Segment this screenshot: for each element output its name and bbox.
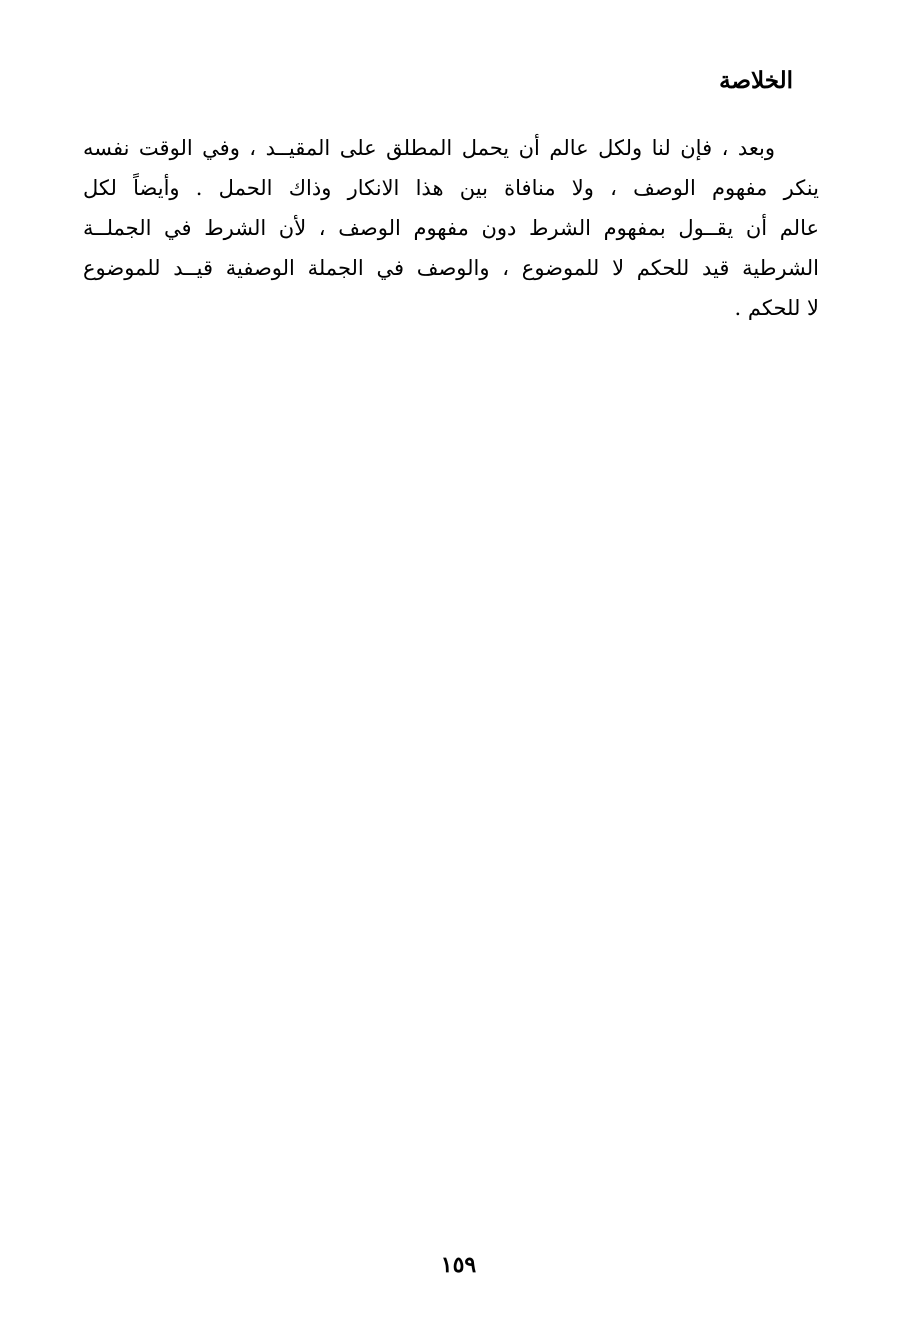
paragraph-line: عالم أن يقــول بمفهوم الشرط دون مفهوم الوصف ، لأن الشرط في الجملــة — [83, 216, 819, 240]
paragraph-line: وبعد ، فإن لنا ولكل عالم أن يحمل المطلق على المقيــد ، وفي الوقت نفسه — [83, 136, 775, 160]
paragraph-line: ينكر مفهوم الوصف ، ولا منافاة بين هذا الانكار وذاك الحمل . وأيضاً لكل — [83, 176, 819, 200]
body-paragraph — [83, 128, 819, 328]
paragraph-line: الشرطية قيد للحكم لا للموضوع ، والوصف في الجملة الوصفية قيــد للموضوع — [83, 256, 819, 280]
section-heading: الخلاصة — [719, 67, 793, 94]
paragraph-line: لا للحكم . — [734, 296, 819, 320]
page-number: ١٥٩ — [440, 1252, 477, 1278]
